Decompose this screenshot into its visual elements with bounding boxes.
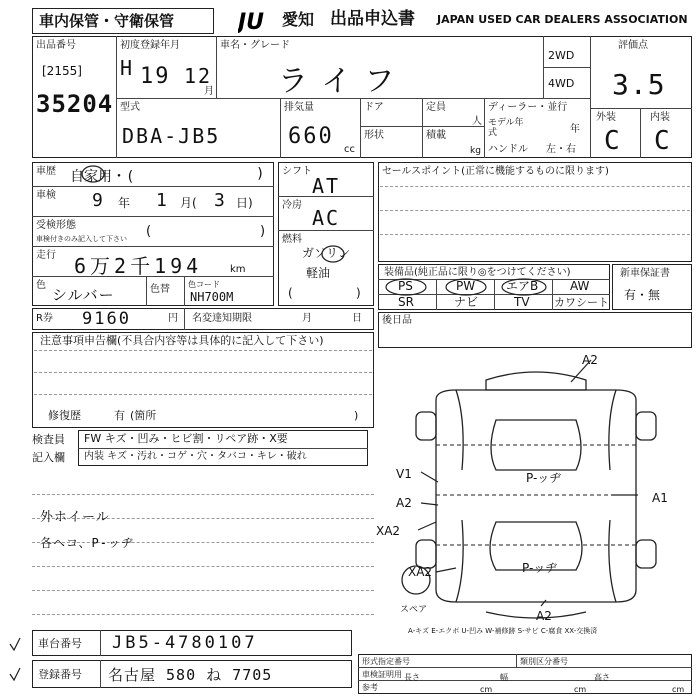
mark-left-xa2-2: XA2 xyxy=(408,565,433,579)
insp-month-unit: 月( xyxy=(180,196,197,210)
certified-label: 受検形態 xyxy=(36,220,76,231)
fuel-diesel: 軽油 xyxy=(306,266,331,280)
handle-label: ハンドル xyxy=(488,144,528,155)
ju-logo-text: JU xyxy=(238,10,265,33)
chassis-label: 車台番号 xyxy=(38,637,82,650)
fuel-label: 燃料 xyxy=(282,234,302,245)
displacement-value: 660 xyxy=(288,124,334,149)
header-title: 出品申込書 xyxy=(330,9,415,29)
category-label: 類別区分番号 xyxy=(520,657,568,666)
chassis-value: JB5-4780107 xyxy=(112,633,258,653)
length-label: 長さ xyxy=(404,673,420,682)
plate-label: 登録番号 xyxy=(38,668,82,681)
insp-year: 9 xyxy=(92,190,105,211)
model-label: 車名・グレード xyxy=(220,40,290,51)
equip-ps: PS xyxy=(398,279,413,293)
ext-grade: C xyxy=(604,126,622,156)
mark-left-v1: V1 xyxy=(396,467,412,481)
equip-aw: AW xyxy=(570,279,590,293)
height-label: 高さ xyxy=(594,673,610,682)
year-unit: 年 xyxy=(570,124,580,135)
first-reg-month: 12 xyxy=(184,64,213,88)
door-label: ドア xyxy=(364,102,384,113)
ac-label: 冷房 xyxy=(282,200,302,211)
recycle-label: R券 xyxy=(36,313,53,324)
color-swap-label: 色替 xyxy=(150,284,170,295)
plate-value: 名古屋 580 ね 7705 xyxy=(108,666,273,684)
recycle-value: 9160 xyxy=(82,309,131,329)
record-label: 記入欄 xyxy=(32,451,65,464)
color-code: NH700M xyxy=(190,290,234,304)
storage-label: 車内保管・守衛保管 xyxy=(39,12,175,30)
warranty-label: 新車保証書 xyxy=(620,268,670,279)
lot-number: 35204 xyxy=(36,90,114,118)
first-reg-label: 初度登録年月 xyxy=(120,40,180,51)
storage-label-box xyxy=(32,8,214,34)
color-value: シルバー xyxy=(52,286,115,304)
insp-day: 3 xyxy=(214,190,227,211)
ac-value: AC xyxy=(312,206,341,230)
first-reg-month-unit: 月 xyxy=(204,86,214,97)
dealer-label: ディーラー・並行 xyxy=(488,102,568,113)
capacity-label: 定員 xyxy=(426,102,446,113)
check-marks-icon xyxy=(6,634,26,694)
transfer-day: 日 xyxy=(352,313,362,324)
color-label: 色 xyxy=(36,280,46,291)
color-code-label: 色コード xyxy=(188,280,220,289)
capacity-unit: 人 xyxy=(472,116,482,127)
recycle-unit: 円 xyxy=(168,313,178,324)
after-box xyxy=(378,312,692,348)
header-association: JAPAN USED CAR DEALERS ASSOCIATION xyxy=(437,13,688,26)
insp-year-unit: 年 xyxy=(118,196,131,210)
history-value: 自家用・( xyxy=(70,169,135,185)
transfer-month: 月 xyxy=(302,313,312,324)
handwritten-note-1: 外ホイール xyxy=(40,510,110,525)
fuel-paren: ( xyxy=(288,286,293,300)
equip-sr: SR xyxy=(398,295,414,309)
equipment-circles-icon xyxy=(380,278,610,296)
after-label: 後日品 xyxy=(382,315,412,326)
warranty-options: 有・無 xyxy=(624,288,661,302)
equip-pw: PW xyxy=(456,279,476,293)
insp-month: 1 xyxy=(156,190,169,211)
header-region: 愛知 xyxy=(282,10,315,29)
type-value: DBA-JB5 xyxy=(122,124,221,148)
selection-circle-icon xyxy=(80,164,106,184)
height-unit: cm xyxy=(672,685,685,694)
equip-power-seat: カワシート xyxy=(554,296,609,309)
fuel-paren-close: ) xyxy=(356,286,361,300)
lot-sub: [2155] xyxy=(42,64,82,78)
cert-label: 車検証明用 xyxy=(362,670,402,679)
history-close: ) xyxy=(256,166,267,182)
diagram-legend: A-キズ E-エクボ U-凹み W-補修跡 S-サビ C-腐食 XX-交換済 xyxy=(408,627,598,635)
shift-value: AT xyxy=(312,174,341,198)
ju-logo-icon xyxy=(238,9,280,33)
fuel-gas: ガソリン xyxy=(302,246,351,260)
repair-value: 有 xyxy=(114,409,125,422)
drive-4wd: 4WD xyxy=(548,77,575,90)
lot-label: 出品番号 xyxy=(36,40,76,51)
rating-value: 3.5 xyxy=(612,68,666,101)
mark-front-a2: A2 xyxy=(582,353,598,367)
handle-options: 左・右 xyxy=(546,144,576,155)
int-grade: C xyxy=(654,126,672,156)
model-year-label: モデル年式 xyxy=(488,118,524,138)
fuel-circle-icon xyxy=(320,244,346,264)
inspection-label: 車検 xyxy=(36,190,56,201)
int-line: 内装 キズ・汚れ・コゲ・穴・タバコ・キレ・破れ xyxy=(84,451,307,462)
car-damage-diagram xyxy=(376,350,696,622)
shape-label: 形状 xyxy=(364,130,384,141)
ref-label: 参考 xyxy=(362,683,378,692)
mileage-label: 走行 xyxy=(36,250,56,261)
certified-value: ( xyxy=(146,224,152,239)
equipment-label: 装備品(純正品に限り◎をつけてください) xyxy=(384,267,571,278)
displacement-label: 排気量 xyxy=(284,102,314,113)
repair-place: (箇所 xyxy=(130,409,157,422)
mark-left-xa2-1: XA2 xyxy=(376,524,401,538)
model-name: ライフ xyxy=(278,64,409,99)
ext-label: 外装 xyxy=(596,112,616,123)
load-unit: kg xyxy=(470,146,481,156)
repair-close: ) xyxy=(354,409,359,422)
mileage-unit: km xyxy=(230,264,246,275)
inspector-label: 検査員 xyxy=(32,433,65,446)
history-label: 車歴 xyxy=(36,166,56,177)
load-label: 積載 xyxy=(426,130,446,141)
mark-rear-a2: A2 xyxy=(536,609,552,622)
first-reg-era: H xyxy=(120,56,135,80)
int-label: 内装 xyxy=(650,112,670,123)
patch-front: P-ッヂ xyxy=(526,471,562,485)
patch-rear: P-ッヂ xyxy=(522,561,558,575)
fw-line: FW キズ・凹み・ヒビ割・リペア跡・X要 xyxy=(84,432,288,445)
certified-note: 車検付きのみ記入して下さい xyxy=(36,235,127,243)
sales-point-box xyxy=(378,162,692,262)
type-label: 型式 xyxy=(120,102,140,113)
ju-logo xyxy=(238,9,280,33)
repair-label: 修復歴 xyxy=(48,409,81,422)
rating-label: 評価点 xyxy=(618,40,648,51)
drive-2wd: 2WD xyxy=(548,49,575,62)
shift-label: シフト xyxy=(282,166,312,177)
width-unit: cm xyxy=(574,685,587,694)
length-unit: cm xyxy=(480,685,493,694)
equip-navi: ナビ xyxy=(454,295,479,309)
certified-close: ) xyxy=(260,224,266,239)
mark-right-a1: A1 xyxy=(652,491,668,505)
handwritten-note-2: 各ヘコ、P-ッヂ xyxy=(40,536,134,550)
caution-label: 注意事項申告欄(不具合内容等は具体的に記入して下さい) xyxy=(40,334,324,347)
displacement-unit: cc xyxy=(344,144,355,155)
mileage-value: 6万2千194 xyxy=(74,254,203,278)
insp-day-unit: 日) xyxy=(236,196,253,210)
equip-tv: TV xyxy=(514,295,530,309)
spare-label: スペア xyxy=(400,605,428,615)
sales-point-label: セールスポイント(正常に機能するものに限ります) xyxy=(382,166,609,177)
first-reg-year: 19 xyxy=(140,64,171,89)
mark-left-a2: A2 xyxy=(396,496,412,510)
shape-spec-label: 形式指定番号 xyxy=(362,657,410,666)
equip-airbag: エアB xyxy=(506,279,539,293)
transfer-label: 名変達知期限 xyxy=(192,313,252,324)
width-label: 幅 xyxy=(500,673,508,682)
